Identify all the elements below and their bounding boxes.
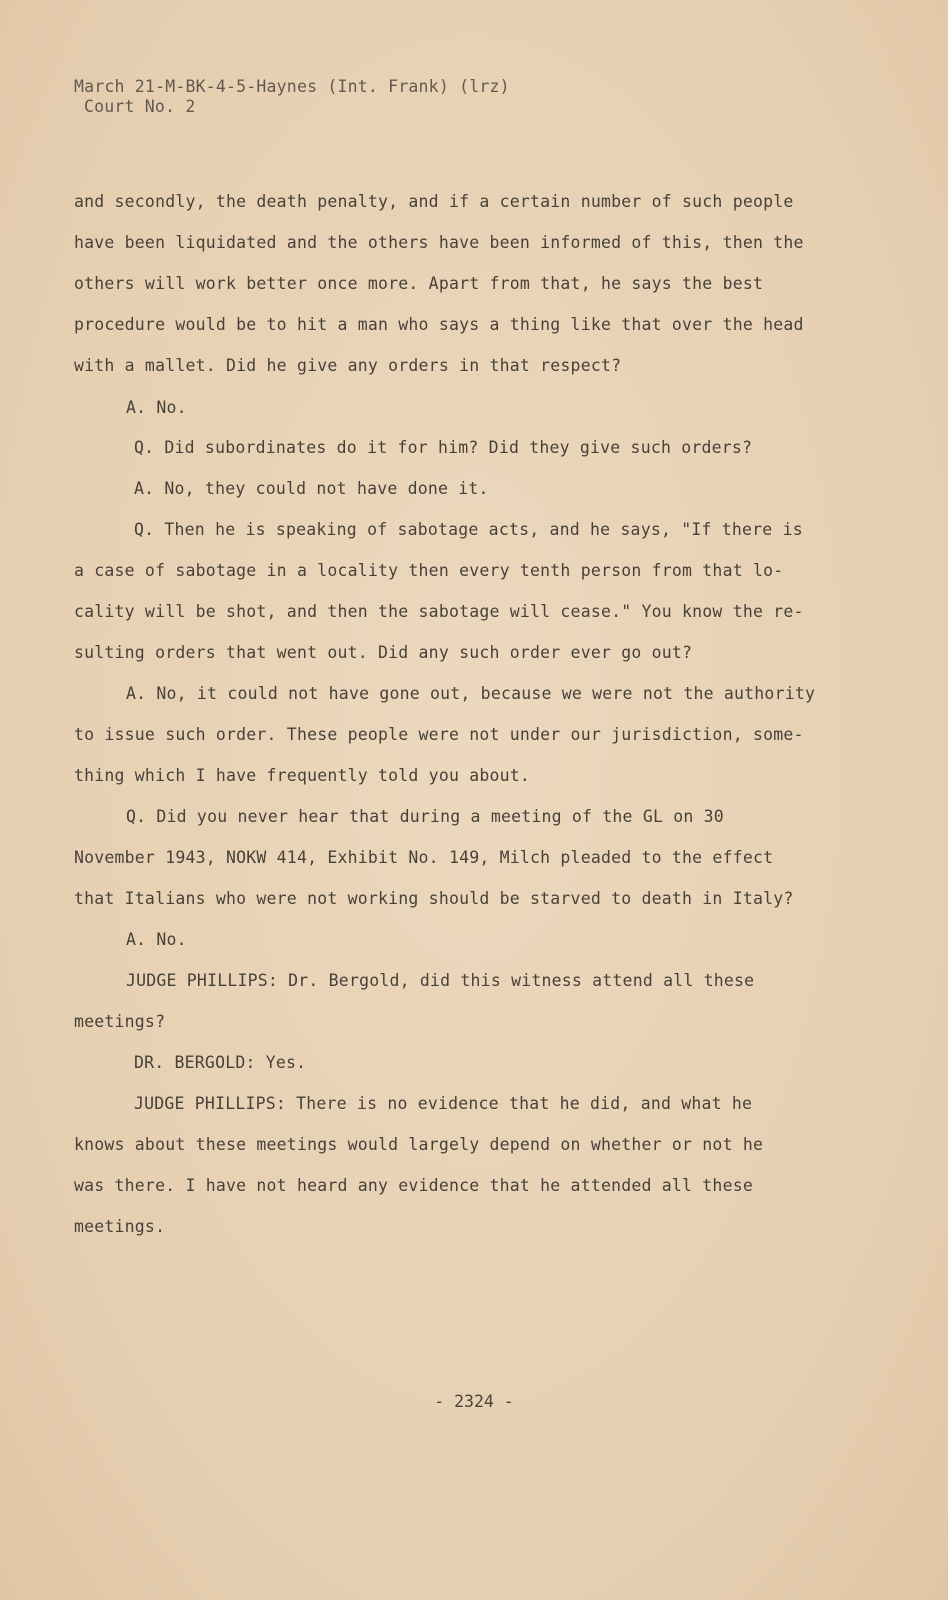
body-line: Q. Then he is speaking of sabotage acts, and he says, "If there is <box>134 520 803 539</box>
body-line: procedure would be to hit a man who says a thing like that over the head <box>74 315 804 334</box>
body-line: that Italians who were not working should be starved to death in Italy? <box>74 889 794 908</box>
body-line: cality will be shot, and then the sabotage will cease." You know the re- <box>74 602 804 621</box>
body-line: JUDGE PHILLIPS: Dr. Bergold, did this witness attend all these <box>126 971 755 990</box>
body-line: A. No. <box>126 398 187 417</box>
body-line: sulting orders that went out. Did any such order ever go out? <box>74 643 693 662</box>
body-line: DR. BERGOLD: Yes. <box>134 1053 307 1072</box>
body-line: was there. I have not heard any evidence that he attended all these <box>74 1176 753 1195</box>
body-line: others will work better once more. Apart from that, he says the best <box>74 274 764 293</box>
body-line: thing which I have frequently told you about. <box>74 766 531 785</box>
body-line: knows about these meetings would largely depend on whether or not he <box>74 1135 764 1154</box>
page-number: - 2324 - <box>434 1392 514 1411</box>
body-line: A. No. <box>126 930 187 949</box>
body-line: JUDGE PHILLIPS: There is no evidence that he did, and what he <box>134 1094 753 1113</box>
header-line-2: Court No. 2 <box>84 97 196 116</box>
body-line: Q. Did you never hear that during a meeting of the GL on 30 <box>126 807 724 826</box>
body-line: with a mallet. Did he give any orders in that respect? <box>74 356 622 375</box>
body-line: have been liquidated and the others have been informed of this, then the <box>74 233 804 252</box>
body-line: Q. Did subordinates do it for him? Did they give such orders? <box>134 438 753 457</box>
body-line: a case of sabotage in a locality then every tenth person from that lo- <box>74 561 784 580</box>
body-line: November 1943, NOKW 414, Exhibit No. 149, Milch pleaded to the effect <box>74 848 774 867</box>
header-line-1: March 21-M-BK-4-5-Haynes (Int. Frank) (lrz) <box>74 77 510 96</box>
body-line: A. No, they could not have done it. <box>134 479 489 498</box>
body-line: A. No, it could not have gone out, because we were not the authority <box>126 684 816 703</box>
body-line: meetings? <box>74 1012 166 1031</box>
body-line: meetings. <box>74 1217 166 1236</box>
body-line: to issue such order. These people were not under our jurisdiction, some- <box>74 725 804 744</box>
body-line: and secondly, the death penalty, and if a certain number of such people <box>74 192 794 211</box>
